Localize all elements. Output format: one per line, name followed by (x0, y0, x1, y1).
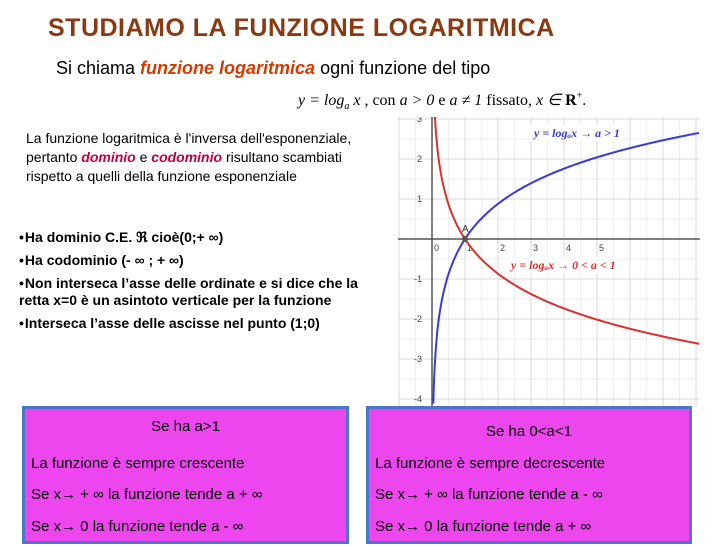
box-right-line2: Se x→ + ∞ la funzione tende a - ∞ (375, 486, 603, 503)
para-p3: risultano scambiati rispetto a quelli della funzione esponenziale (26, 149, 342, 184)
label-increasing: y = logₐx → a > 1 (534, 126, 620, 140)
x-tick-label: 1 (467, 243, 473, 253)
formula-x: x (349, 92, 361, 109)
y-tick-label: 3 (416, 117, 422, 124)
formula-y: y = log (298, 92, 345, 109)
x-tick-label: 4 (566, 243, 572, 253)
box-right-header: Se ha 0<a<1 (486, 423, 572, 440)
property-codomain: • Ha codominio (- ∞ ; + ∞) (19, 252, 369, 269)
box-left-line3: Se x→ 0 la funzione tende a - ∞ (31, 518, 244, 535)
formula-plus: + (576, 90, 583, 102)
formula-cond2: a ≠ 1 (449, 92, 483, 109)
point-a-marker (462, 236, 468, 242)
intro-suffix: ogni funzione del tipo (320, 58, 491, 78)
case-a-greater-1-box (22, 406, 349, 544)
x-tick-label: 0 (434, 243, 440, 253)
para-codominio: codominio (151, 149, 223, 165)
y-tick-label: -1 (413, 274, 422, 284)
box-left-line2: Se x→ + ∞ la funzione tende a + ∞ (31, 486, 263, 503)
intro-highlight: funzione logaritmica (140, 58, 316, 78)
formula-domain: x ∈ (536, 92, 566, 109)
case-a-between-0-1-box (366, 406, 692, 544)
definition-formula (298, 90, 586, 112)
y-tick-label: -4 (413, 394, 422, 404)
y-tick-label: -2 (413, 314, 422, 324)
x-tick-label: 3 (533, 243, 539, 253)
intro-prefix: Si chiama (56, 58, 136, 78)
x-tick-label: 2 (500, 243, 506, 253)
property-domain: • Ha dominio C.E. ℜ cioè(0;+ ∞) (19, 229, 369, 246)
property-intersection: • Interseca l’asse delle ascisse nel punto (1;0) (19, 315, 369, 332)
formula-base: a (344, 101, 350, 113)
para-p2: e (135, 149, 152, 165)
properties-list (19, 229, 369, 338)
y-tick-label: 2 (416, 154, 422, 164)
y-tick-label: -3 (413, 354, 422, 364)
formula-fissato: fissato, (482, 92, 537, 109)
formula-sep: , con (360, 92, 400, 109)
property-asymptote: • Non interseca l’asse delle ordinate e si dice che la retta x=0 è un asintoto verticale per la funzione (19, 275, 369, 309)
box-right-line1: La funzione è sempre decrescente (375, 455, 606, 472)
box-right-line3: Se x→ 0 la funzione tende a + ∞ (375, 518, 592, 535)
intro-text (56, 58, 490, 79)
y-tick-label: 1 (416, 194, 422, 204)
para-p1: La funzione logaritmica è l'inversa dell'esponenziale, pertanto (26, 130, 352, 165)
formula-e: e (434, 92, 450, 109)
inverse-paragraph (26, 129, 371, 186)
formula-r: R (565, 92, 577, 109)
formula-cond1: a > 0 (399, 92, 435, 109)
label-decreasing: y = logₐx → 0 < a < 1 (511, 258, 616, 272)
slide-title: STUDIAMO LA FUNZIONE LOGARITMICA (48, 14, 555, 42)
formula-dot: . (582, 92, 587, 109)
para-dominio: dominio (81, 149, 136, 165)
log-graph (398, 117, 700, 407)
x-tick-label: 5 (599, 243, 605, 253)
point-a-label: A (462, 224, 469, 235)
box-left-line1: La funzione è sempre crescente (31, 455, 245, 472)
box-left-header: Se ha a>1 (151, 418, 220, 435)
